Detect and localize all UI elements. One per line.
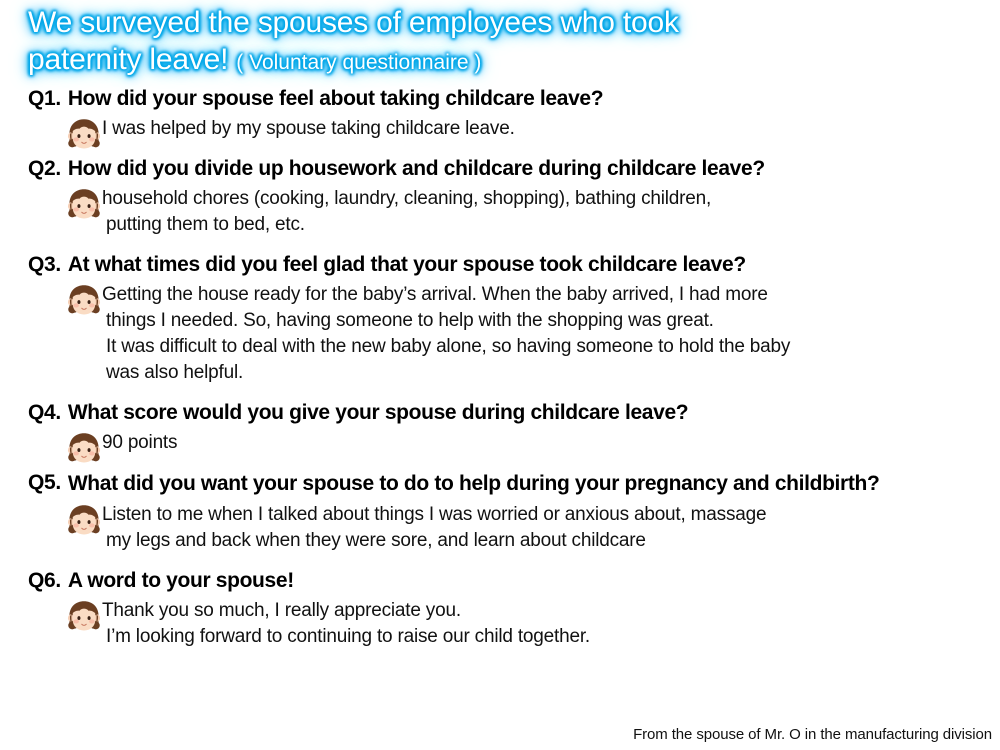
question-number-6: Q6.	[28, 569, 61, 592]
questionnaire-list	[0, 86, 1000, 650]
question-number-1: Q1.	[28, 87, 61, 110]
answer-text-6	[66, 598, 1000, 650]
answer-line: Listen to me when I talked about things I was worried or anxious about, massage	[102, 504, 767, 525]
answer-line: household chores (cooking, laundry, cleaning, shopping), bathing children,	[102, 188, 712, 209]
question-4	[0, 400, 1000, 426]
attribution-footer: From the spouse of Mr. O in the manufacturing division	[633, 726, 992, 743]
title-subtitle: ( Voluntary questionnaire )	[236, 51, 482, 74]
answer-line: putting them to bed, etc.	[106, 214, 305, 235]
question-text-5: What did you want your spouse to do to help during your pregnancy and childbirth?	[67, 472, 880, 495]
page-title	[28, 4, 978, 81]
qa-item-5	[0, 470, 1000, 554]
answer-5	[0, 502, 1000, 554]
title-line-2	[28, 41, 978, 81]
question-number-5: Q5.	[28, 471, 61, 494]
answer-text-5	[66, 502, 1000, 554]
answer-text-4	[66, 430, 1000, 456]
question-number-4: Q4.	[28, 401, 61, 424]
answer-6	[0, 598, 1000, 650]
title-line-1: We surveyed the spouses of employees who took	[28, 6, 679, 39]
answer-line: It was difficult to deal with the new baby alone, so having someone to hold the baby	[106, 336, 791, 357]
question-text-3: At what times did you feel glad that your spouse took childcare leave?	[67, 253, 746, 276]
answer-3	[0, 282, 1000, 386]
answer-line: Getting the house ready for the baby’s arrival. When the baby arrived, I had more	[102, 284, 768, 305]
question-text-4: What score would you give your spouse during childcare leave?	[67, 401, 689, 424]
answer-2	[0, 186, 1000, 238]
qa-item-4	[0, 400, 1000, 456]
question-number-2: Q2.	[28, 157, 61, 180]
qa-item-6	[0, 568, 1000, 650]
answer-line: things I needed. So, having someone to help with the shopping was great.	[106, 310, 714, 331]
answer-4	[0, 430, 1000, 456]
answer-1	[0, 116, 1000, 142]
answer-line: 90 points	[102, 432, 178, 453]
answer-line: I was helped by my spouse taking childcare leave.	[102, 118, 515, 139]
qa-item-2	[0, 156, 1000, 238]
question-6	[0, 568, 1000, 594]
qa-item-1	[0, 86, 1000, 142]
answer-line: I’m looking forward to continuing to raise our child together.	[106, 626, 590, 647]
question-text-6: A word to your spouse!	[67, 569, 294, 592]
question-2	[0, 156, 1000, 182]
question-5	[0, 470, 1000, 498]
qa-item-3	[0, 252, 1000, 386]
answer-text-2	[66, 186, 1000, 238]
title-line-2-main: paternity leave!	[28, 43, 229, 76]
question-number-3: Q3.	[28, 253, 61, 276]
question-3	[0, 252, 1000, 278]
question-text-2: How did you divide up housework and childcare during childcare leave?	[67, 157, 765, 180]
question-1	[0, 86, 1000, 112]
answer-text-3	[66, 282, 1000, 386]
answer-line: my legs and back when they were sore, and learn about childcare	[106, 530, 646, 551]
answer-text-1	[66, 116, 1000, 142]
answer-line: Thank you so much, I really appreciate you.	[102, 600, 461, 621]
question-text-1: How did your spouse feel about taking childcare leave?	[67, 87, 604, 110]
answer-line: was also helpful.	[106, 362, 244, 383]
